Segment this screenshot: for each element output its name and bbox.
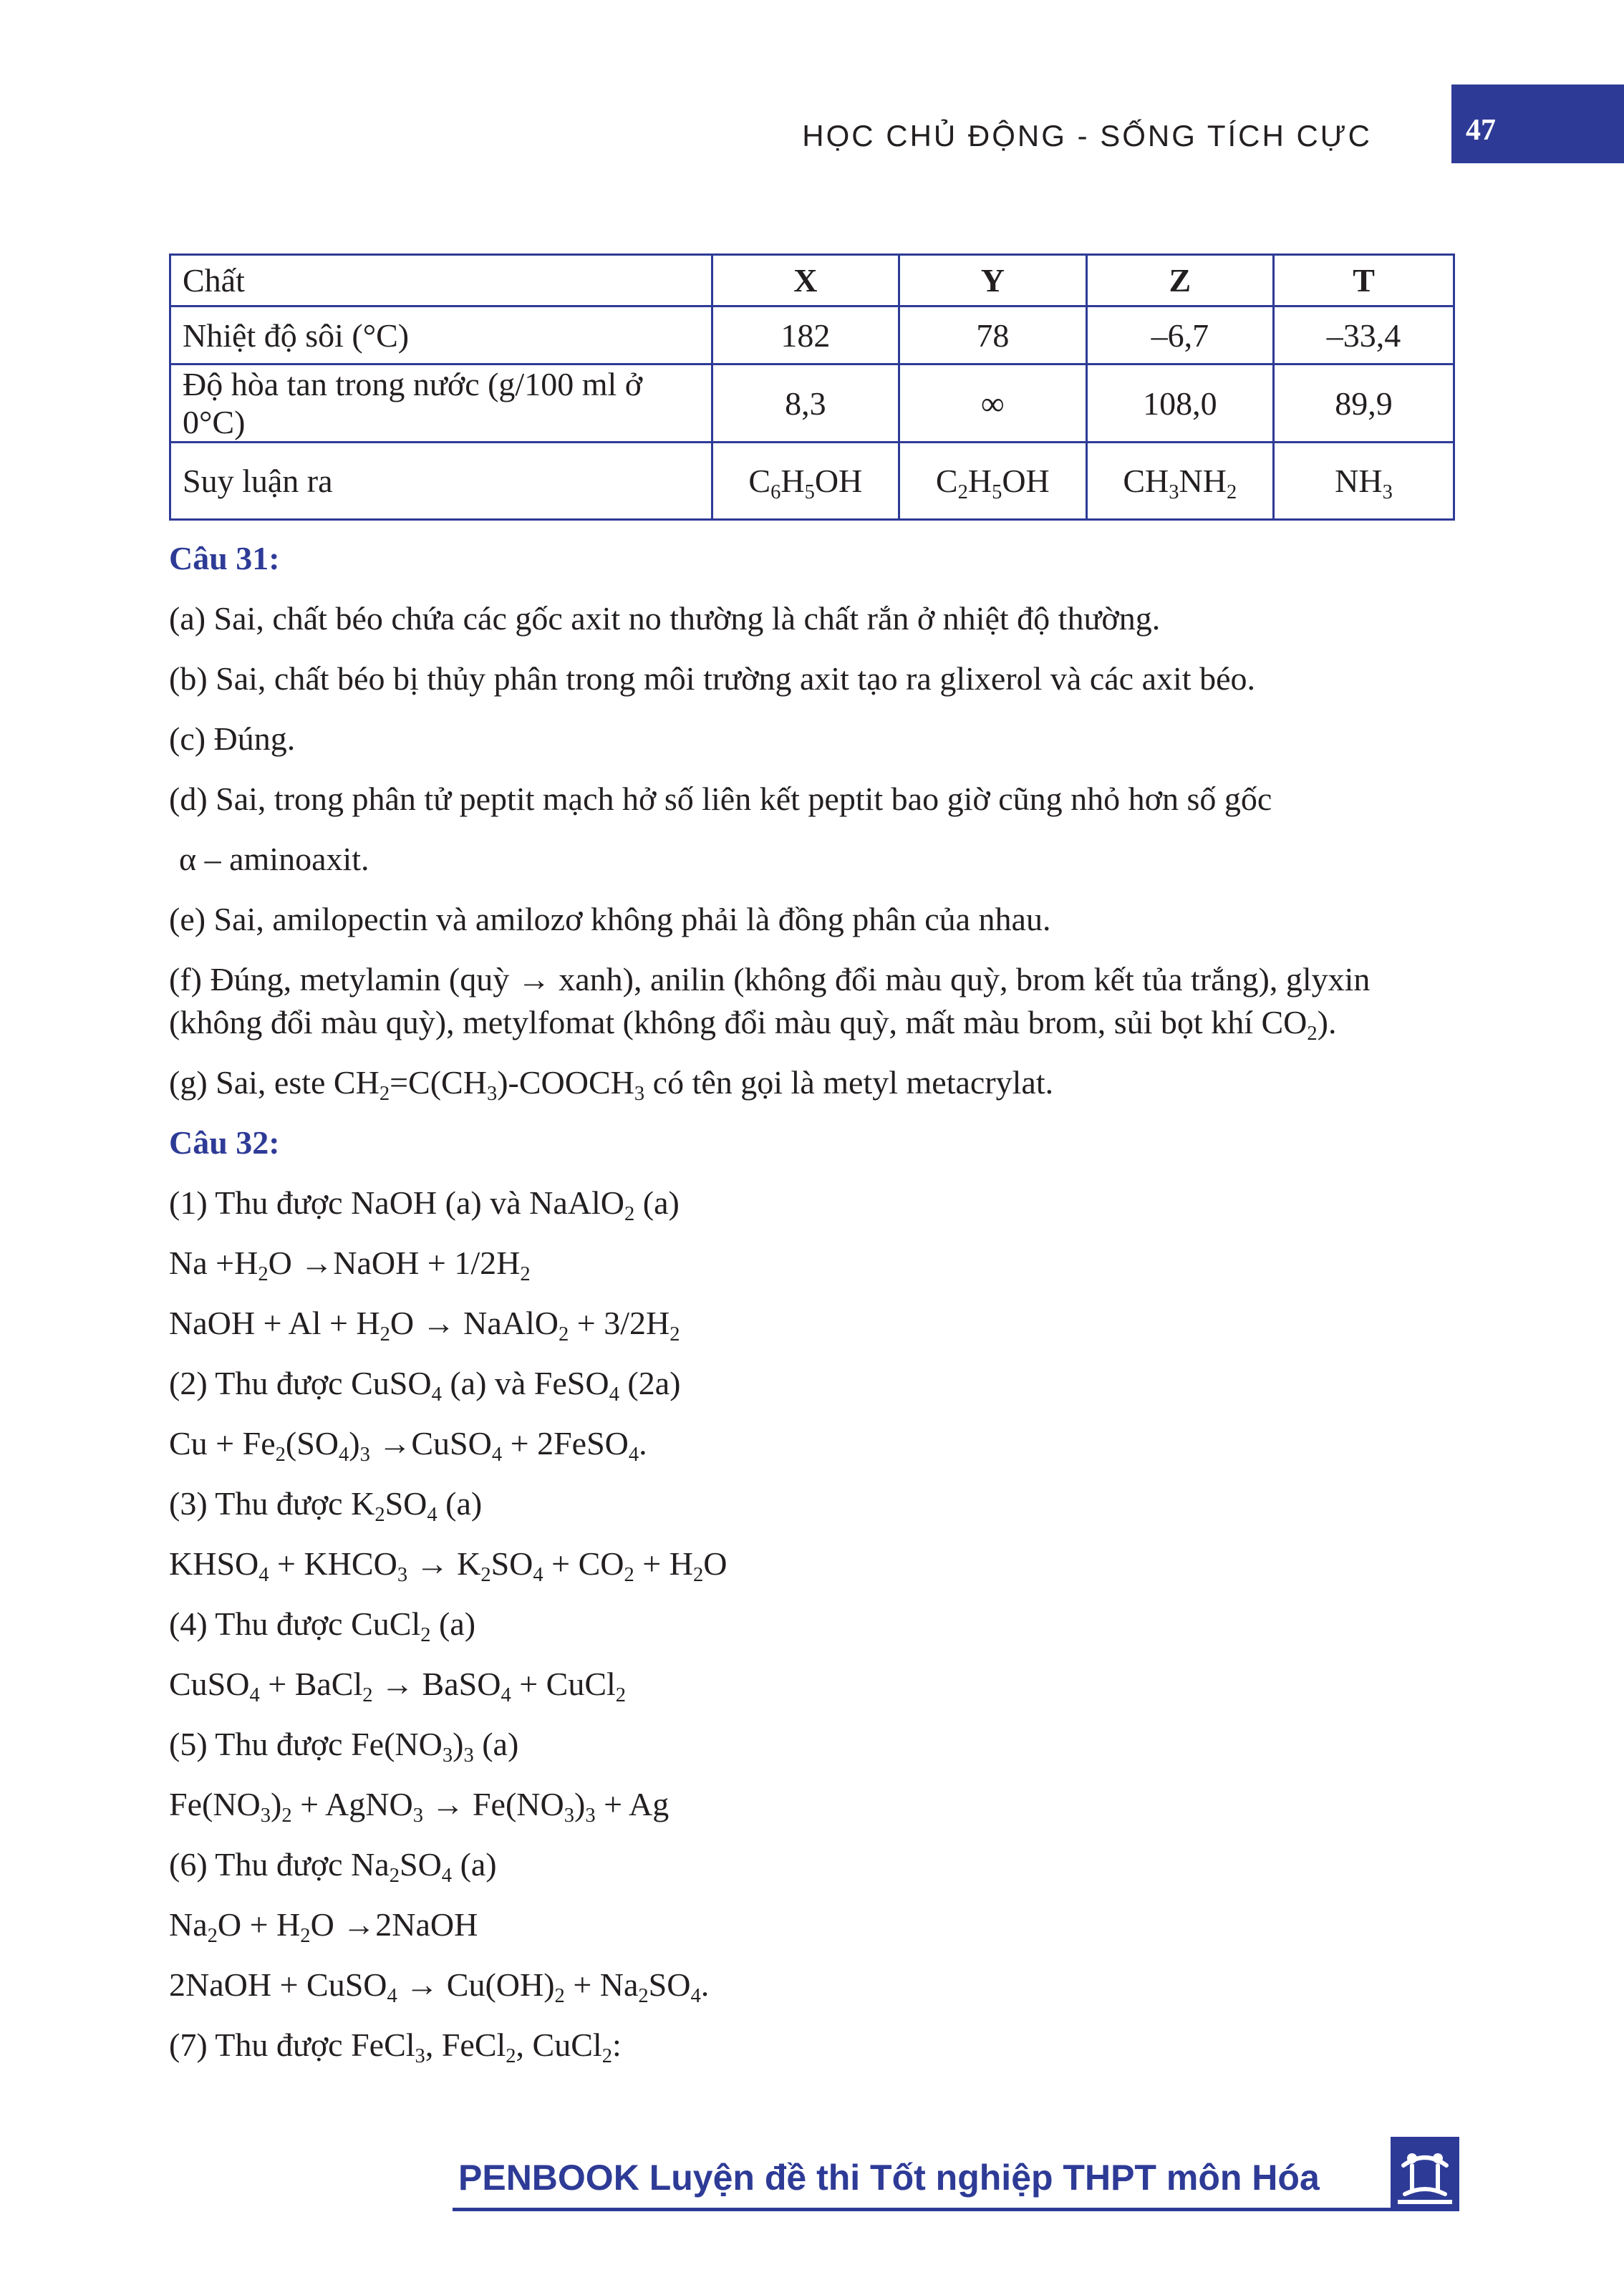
answer-line: (g) Sai, este $CH_2=C(CH_3)-COOCH_3$ có tên gọi là metyl metacrylat. bbox=[169, 1064, 1054, 1106]
table-row bbox=[170, 364, 1454, 443]
penbook-logo-icon bbox=[1391, 2137, 1459, 2211]
question-heading: Câu 31: bbox=[169, 540, 280, 576]
answer-line: (f) Đúng, metylamin (quỳ → xanh), anilin (không đổi màu quỳ, brom kết tủa trắng), glyxin bbox=[169, 961, 1371, 998]
reaction-line: $Fe(NO_3)_2$ + AgNO$_3$ → $Fe(NO_3)_3 + Ag$ bbox=[169, 1786, 670, 1827]
table-header-cell: T bbox=[1274, 255, 1454, 306]
reaction-line: CuSO$_4$ + BaCl$_2$ → BaSO$_4$ + CuCl$_2$ bbox=[169, 1666, 627, 1707]
answer-line: (b) Sai, chất béo bị thủy phân trong môi trường axit tạo ra glixerol và các axit béo. bbox=[169, 660, 1255, 697]
table-cell: Suy luận ra bbox=[170, 443, 712, 520]
table-cell: 78 bbox=[899, 306, 1087, 364]
table-cell: $CH_3NH_2$ bbox=[1086, 443, 1274, 520]
answer-body bbox=[169, 528, 1458, 2075]
reaction-line: (6) Thu được $Na_2SO_4$ (a) bbox=[169, 1846, 497, 1888]
table-header-cell: Z bbox=[1086, 255, 1274, 306]
answer-line: (a) Sai, chất béo chứa các gốc axit no thường là chất rắn ở nhiệt độ thường. bbox=[169, 600, 1161, 637]
reaction-line: $Na +H_2O$ →NaOH + $1/2H_2$ bbox=[169, 1245, 531, 1286]
table-cell: $C_6H_5OH$ bbox=[712, 443, 899, 520]
reaction-line: $Cu + Fe_2(SO_4)_3$ →CuSO$_4$ + 2FeSO$_4$. bbox=[169, 1425, 647, 1467]
reaction-line: 2NaOH + CuSO$_4$ → $Cu(OH)_2 + Na_2SO_4$. bbox=[169, 1966, 710, 2008]
table-cell: 182 bbox=[712, 306, 899, 364]
answer-line: α – aminoaxit. bbox=[179, 841, 369, 877]
table-cell: Chất bbox=[170, 255, 712, 306]
footer-title: PENBOOK Luyện đề thi Tốt nghiệp THPT môn Hóa bbox=[458, 2158, 1320, 2198]
properties-table bbox=[169, 253, 1455, 521]
answer-line: (d) Sai, trong phân tử peptit mạch hở số liên kết peptit bao giờ cũng nhỏ hơn số gốc bbox=[169, 781, 1272, 817]
table-cell: Độ hòa tan trong nước (g/100 ml ở 0°C) bbox=[170, 364, 712, 443]
table-header-row bbox=[170, 255, 1454, 306]
page-number: 47 bbox=[1451, 84, 1624, 163]
table-header-cell: X bbox=[712, 255, 899, 306]
reaction-line: NaOH + $Al + H_2O$ → NaAlO$_2$ + $3/2H_2$ bbox=[169, 1305, 680, 1346]
running-header: HỌC CHỦ ĐỘNG - SỐNG TÍCH CỰC bbox=[802, 119, 1372, 153]
answer-line: (c) Đúng. bbox=[169, 720, 296, 757]
question-heading: Câu 32: bbox=[169, 1124, 280, 1161]
table-cell: –6,7 bbox=[1086, 306, 1274, 364]
reaction-line: (1) Thu được NaOH (a) và NaAlO$_2$ (a) bbox=[169, 1184, 680, 1226]
reaction-line: (3) Thu được $K_2SO_4$ (a) bbox=[169, 1485, 483, 1527]
reaction-line: $KHSO_4$ + $KHCO_3 \to K_2SO_4 + CO_2 + H_2O$ bbox=[169, 1545, 728, 1587]
reaction-line: (2) Thu được CuSO$_4$ (a) và FeSO$_4$ (2a) bbox=[169, 1365, 681, 1406]
answer-line: (không đổi màu quỳ), metylfomat (không đổi màu quỳ, mất màu brom, sủi bọt khí $CO_2$). bbox=[169, 1004, 1337, 1045]
table-cell: 8,3 bbox=[712, 364, 899, 443]
reaction-line: (7) Thu được FeCl$_3$, FeCl$_2$, CuCl$_2$: bbox=[169, 2027, 622, 2068]
table-row bbox=[170, 306, 1454, 364]
table-cell: 108,0 bbox=[1086, 364, 1274, 443]
reaction-line: (4) Thu được CuCl$_2$ (a) bbox=[169, 1605, 476, 1647]
table-cell: Nhiệt độ sôi (°C) bbox=[170, 306, 712, 364]
table-cell: $NH_3$ bbox=[1274, 443, 1454, 520]
table-cell: 89,9 bbox=[1274, 364, 1454, 443]
table-cell: ∞ bbox=[899, 364, 1087, 443]
reaction-line: (5) Thu được $Fe(NO_3)_3$ (a) bbox=[169, 1726, 519, 1767]
reaction-line: $Na_2O + H_2O$ →2NaOH bbox=[169, 1906, 478, 1948]
table-row bbox=[170, 443, 1454, 520]
answer-line: (e) Sai, amilopectin và amilozơ không phải là đồng phân của nhau. bbox=[169, 901, 1051, 937]
footer-rule bbox=[453, 2208, 1391, 2211]
table-header-cell: Y bbox=[899, 255, 1087, 306]
table-cell: –33,4 bbox=[1274, 306, 1454, 364]
table-cell: $C_2H_5OH$ bbox=[899, 443, 1087, 520]
